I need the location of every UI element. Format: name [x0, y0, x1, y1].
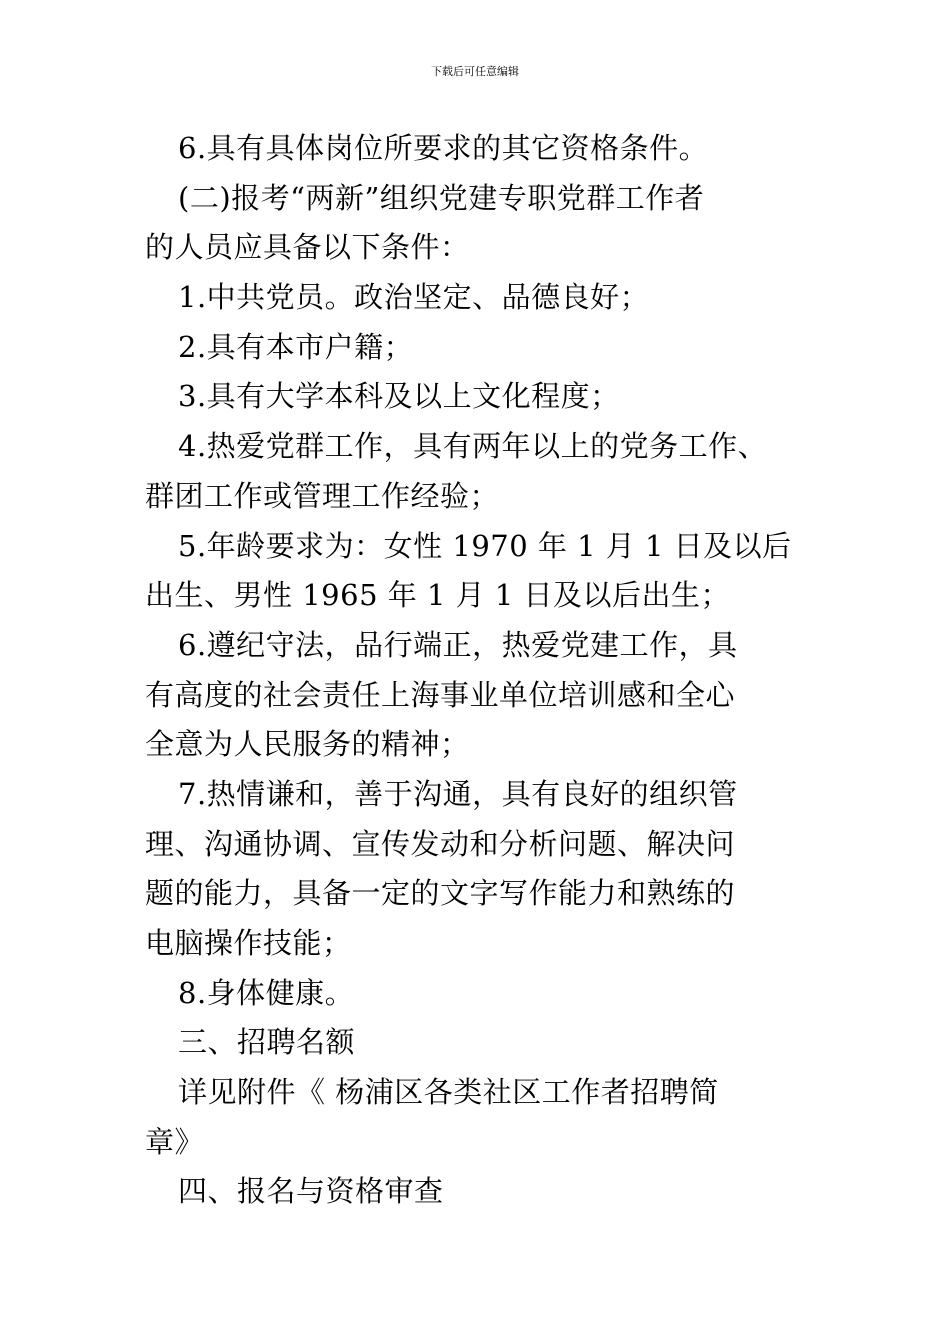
text-line: 的人员应具备以下条件： — [145, 230, 470, 265]
section-heading: 三、招聘名额 — [178, 1025, 356, 1060]
text-line: 6.具有具体岗位所要求的其它资格条件。 — [178, 131, 709, 165]
text-line: 理、沟通协调、宣传发动和分析问题、解决问 — [145, 826, 736, 861]
text-line: 7.热情谦和，善于沟通，具有良好的组织管 — [178, 776, 738, 811]
text-line: 8.身体健康。 — [178, 975, 355, 1010]
text-line: 群团工作或管理工作经验； — [145, 478, 500, 513]
document-body — [145, 124, 805, 1217]
text-line: 详见附件《 杨浦区各类社区工作者招聘简 — [178, 1075, 719, 1110]
page-header: 下载后可任意编辑 — [431, 65, 519, 78]
text-line: 4.热爱党群工作，具有两年以上的党务工作、 — [178, 429, 768, 464]
text-line: 全意为人民服务的精神； — [145, 727, 470, 762]
text-line: 1.中共党员。政治坚定、品德良好； — [178, 280, 650, 315]
section-heading: 四、报名与资格审查 — [178, 1174, 444, 1209]
text-line: 2.具有本市户籍； — [178, 329, 414, 364]
text-line: 章》 — [145, 1124, 205, 1159]
text-line: 有高度的社会责任上海事业单位培训感和全心 — [145, 677, 736, 712]
text-line: 5.年龄要求为：女性 1970 年 1 月 1 日及以后 — [178, 528, 792, 563]
text-line: 电脑操作技能； — [145, 926, 352, 960]
text-line: 3.具有大学本科及以上文化程度； — [178, 379, 620, 414]
text-line: (二)报考“两新”组织党建专职党群工作者 — [178, 180, 705, 215]
text-line: 6.遵纪守法，品行端正，热爱党建工作，具 — [178, 627, 738, 662]
text-line: 出生、男性 1965 年 1 月 1 日及以后出生； — [145, 578, 731, 613]
text-line: 题的能力，具备一定的文字写作能力和熟练的 — [145, 876, 736, 911]
